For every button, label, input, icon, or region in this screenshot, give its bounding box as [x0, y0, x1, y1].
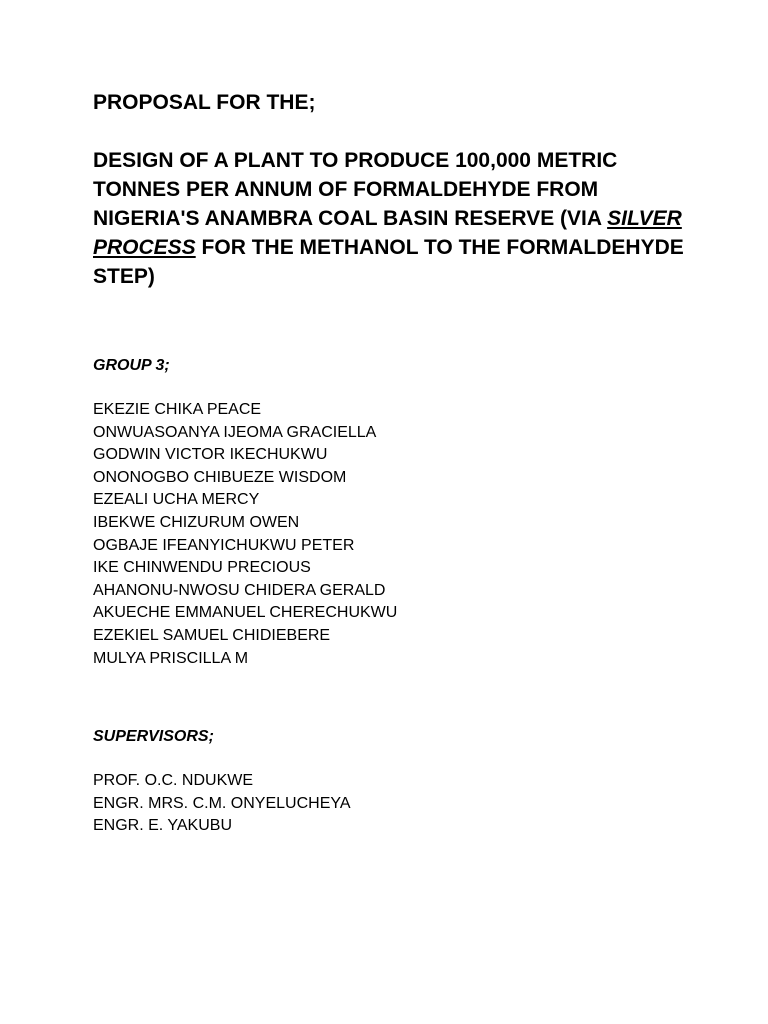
member-name: AKUECHE EMMANUEL CHERECHUKWU [93, 604, 398, 622]
proposal-title [93, 146, 693, 291]
title-emphasis: SILVER PROCESS [93, 207, 682, 259]
member-name: EZEALI UCHA MERCY [93, 491, 260, 509]
supervisor-name: ENGR. E. YAKUBU [93, 817, 232, 835]
title-text-part-2: FOR THE METHANOL TO THE FORMALDEHYDE STEP) [93, 236, 684, 288]
member-name: IBEKWE CHIZURUM OWEN [93, 513, 300, 531]
member-name: IKE CHINWENDU PRECIOUS [93, 559, 311, 577]
member-name: MULYA PRISCILLA M [93, 649, 249, 667]
member-name: GODWIN VICTOR IKECHUKWU [93, 446, 328, 464]
member-name: EZEKIEL SAMUEL CHIDIEBERE [93, 626, 331, 644]
supervisor-name: PROF. O.C. NDUKWE [93, 772, 254, 790]
member-name: OGBAJE IFEANYICHUKWU PETER [93, 536, 355, 554]
group-members-list [93, 399, 713, 670]
document-content [93, 88, 713, 838]
supervisors-label: SUPERVISORS; [93, 728, 214, 746]
supervisors-list [93, 770, 713, 838]
title-text-part-1: DESIGN OF A PLANT TO PRODUCE 100,000 METRIC TONNES PER ANNUM OF FORMALDEHYDE FROM NIGERIA'S ANAMBRA COAL BASIN RESERVE (VIA [93, 149, 618, 230]
member-name: ONONOGBO CHIBUEZE WISDOM [93, 468, 347, 486]
group-label: GROUP 3; [93, 357, 170, 374]
supervisor-name: ENGR. MRS. C.M. ONYELUCHEYA [93, 794, 351, 812]
member-name: EKEZIE CHIKA PEACE [93, 401, 262, 418]
member-name: ONWUASOANYA IJEOMA GRACIELLA [93, 423, 377, 441]
proposal-heading: PROPOSAL FOR THE; [93, 91, 316, 114]
member-name: AHANONU-NWOSU CHIDERA GERALD [93, 581, 386, 599]
